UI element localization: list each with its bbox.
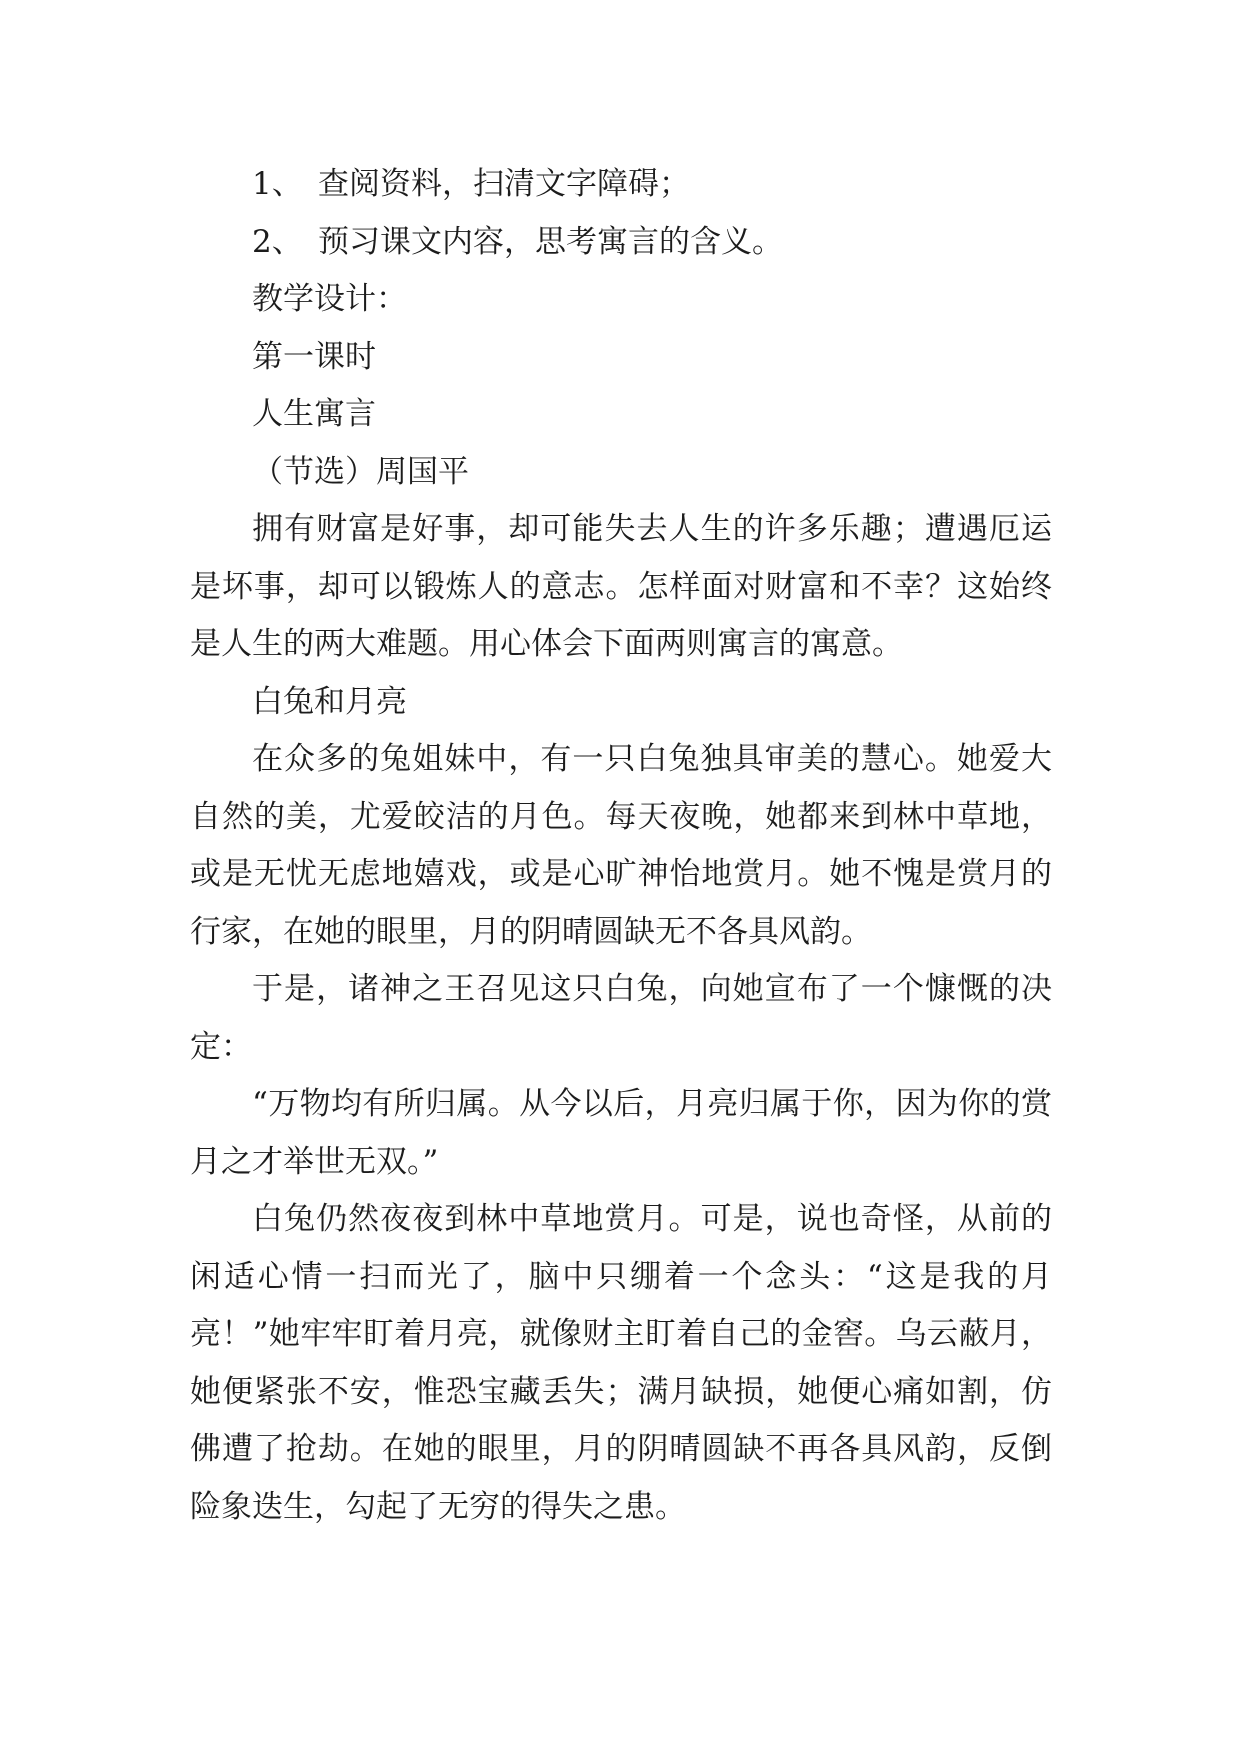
- paragraph-fable-2: 于是，诸神之王召见这只白兔，向她宣布了一个慷慨的决定：: [190, 971, 1052, 1065]
- list-item-1: [190, 156, 1052, 214]
- list-number: 2、: [252, 223, 303, 260]
- document-body: [190, 156, 1052, 1536]
- paragraph-quote: “万物均有所归属。从今以后，月亮归属于你，因为你的赏月之才举世无双。”: [190, 1086, 1052, 1180]
- heading-teaching-design: 教学设计：: [252, 281, 407, 317]
- heading-first-lesson: 第一课时: [252, 338, 376, 375]
- list-item-2: [190, 214, 1052, 272]
- list-number: 1、: [252, 166, 303, 202]
- text-subtitle-author: （节选）周国平: [252, 453, 469, 490]
- fable-title: 白兔和月亮: [252, 683, 407, 720]
- list-text: 查阅资料，扫清文字障碍；: [318, 166, 690, 202]
- list-text: 预习课文内容，思考寓言的含义。: [318, 223, 783, 260]
- paragraph-intro: 拥有财富是好事，却可能失去人生的许多乐趣；遭遇厄运是坏事，却可以锻炼人的意志。怎样面对财富和不幸？这始终是人生的两大难题。用心体会下面两则寓言的寓意。: [190, 511, 1052, 662]
- text-title: 人生寓言: [252, 396, 376, 432]
- paragraph-fable-1: 在众多的兔姐妹中，有一只白兔独具审美的慧心。她爱大自然的美，尤爱皎洁的月色。每天夜晚，她都来到林中草地，或是无忧无虑地嬉戏，或是心旷神怡地赏月。她不愧是赏月的行家，在她的眼里，月的阴晴圆缺无不各具风韵。: [190, 741, 1052, 950]
- paragraph-fable-3: 白兔仍然夜夜到林中草地赏月。可是，说也奇怪，从前的闲适心情一扫而光了，脑中只绷着一个念头：“这是我的月亮！”她牢牢盯着月亮，就像财主盯着自己的金窖。乌云蔽月，她便紧张不安，惟恐宝藏丢失；满月缺损，她便心痛如割，仿佛遭了抢劫。在她的眼里，月的阴晴圆缺不再各具风韵，反倒险象迭生，勾起了无穷的得失之患。: [190, 1201, 1052, 1525]
